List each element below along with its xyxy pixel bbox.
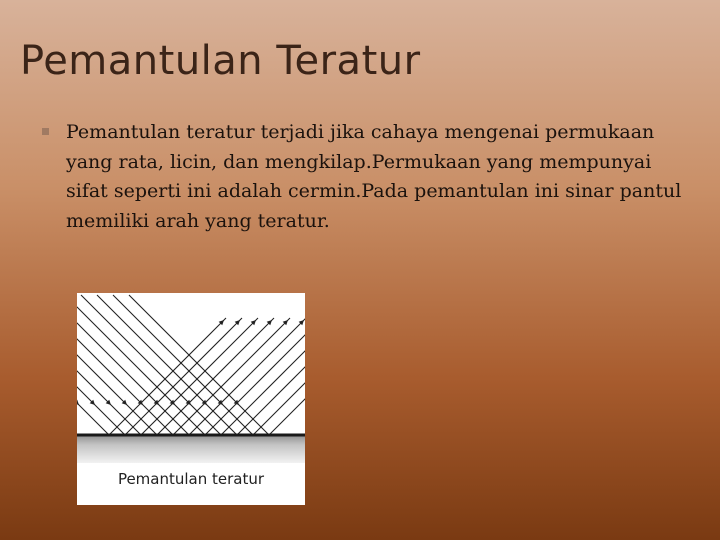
figure-caption: Pemantulan teratur [117, 470, 265, 488]
light-rays [77, 295, 305, 435]
incident-ray [77, 295, 205, 435]
incident-ray [77, 295, 189, 435]
incident-arrow [77, 400, 79, 405]
incident-ray [77, 295, 173, 435]
bullet-item [42, 118, 682, 236]
mirror-shading [77, 435, 305, 463]
incident-ray [81, 295, 221, 435]
reflected-ray [189, 318, 305, 435]
bullet-text: Pemantulan teratur terjadi jika cahaya mengenai permukaan yang rata, licin, dan mengkilap.Permukaan yang mempunyai sifat seperti ini adalah cermin.Pada pemantulan ini sinar pantul memiliki arah yang teratur. [66, 121, 682, 232]
reflected-ray [157, 318, 274, 435]
incident-ray [97, 295, 237, 435]
reflected-ray [141, 318, 258, 435]
reflected-ray [269, 318, 305, 435]
incident-ray [77, 295, 157, 435]
incident-ray [129, 295, 269, 435]
reflected-ray [125, 318, 242, 435]
reflected-ray [109, 318, 226, 435]
reflected-ray [173, 318, 290, 435]
bullet-marker [42, 128, 49, 135]
reflection-figure [77, 293, 305, 505]
slide-title: Pemantulan Teratur [20, 38, 421, 84]
incident-ray [113, 295, 253, 435]
